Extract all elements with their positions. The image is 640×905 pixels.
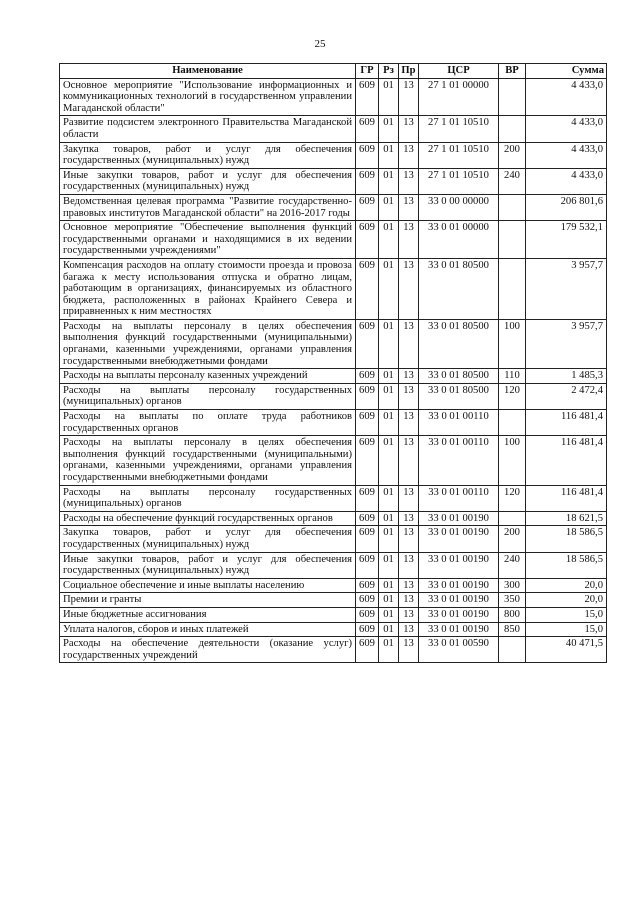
row-csr-cell: 33 0 01 80500 <box>419 369 499 384</box>
table-row <box>60 593 607 608</box>
table-row <box>60 369 607 384</box>
row-sum-cell: 18 586,5 <box>526 526 607 552</box>
row-pr-cell: 13 <box>399 319 419 368</box>
row-gr-cell: 609 <box>356 622 379 637</box>
row-pr-cell: 13 <box>399 552 419 578</box>
row-rz-cell: 01 <box>379 485 399 511</box>
row-pr-cell: 13 <box>399 511 419 526</box>
row-vr-cell: 120 <box>499 383 526 409</box>
table-row <box>60 78 607 116</box>
row-rz-cell: 01 <box>379 168 399 194</box>
row-rz-cell: 01 <box>379 593 399 608</box>
row-gr-cell: 609 <box>356 410 379 436</box>
table-row <box>60 319 607 368</box>
table-row <box>60 221 607 259</box>
table-header-row <box>60 64 607 79</box>
row-vr-cell: 800 <box>499 607 526 622</box>
row-gr-cell: 609 <box>356 526 379 552</box>
row-pr-cell: 13 <box>399 383 419 409</box>
table-row <box>60 622 607 637</box>
row-csr-cell: 33 0 01 00110 <box>419 436 499 485</box>
row-pr-cell: 13 <box>399 168 419 194</box>
row-pr-cell: 13 <box>399 221 419 259</box>
column-header-name: Наименование <box>60 64 356 79</box>
row-name-cell: Развитие подсистем электронного Правительства Магаданской области <box>60 116 356 142</box>
row-gr-cell: 609 <box>356 369 379 384</box>
row-sum-cell: 179 532,1 <box>526 221 607 259</box>
row-sum-cell: 2 472,4 <box>526 383 607 409</box>
row-rz-cell: 01 <box>379 258 399 319</box>
row-name-cell: Закупка товаров, работ и услуг для обеспечения государственных (муниципальных) нужд <box>60 142 356 168</box>
row-csr-cell: 33 0 01 80500 <box>419 383 499 409</box>
row-csr-cell: 33 0 01 80500 <box>419 319 499 368</box>
row-rz-cell: 01 <box>379 410 399 436</box>
row-vr-cell: 240 <box>499 168 526 194</box>
row-csr-cell: 33 0 01 00190 <box>419 578 499 593</box>
row-pr-cell: 13 <box>399 593 419 608</box>
column-header-pr: Пр <box>399 64 419 79</box>
table-row <box>60 436 607 485</box>
row-vr-cell <box>499 221 526 259</box>
row-sum-cell: 15,0 <box>526 607 607 622</box>
row-name-cell: Основное мероприятие "Использование информационных и коммуникационных технологий в государственном управлении Магаданской области" <box>60 78 356 116</box>
row-gr-cell: 609 <box>356 607 379 622</box>
table-row <box>60 637 607 663</box>
row-vr-cell: 100 <box>499 436 526 485</box>
row-gr-cell: 609 <box>356 593 379 608</box>
row-name-cell: Иные закупки товаров, работ и услуг для обеспечения государственных (муниципальных) нужд <box>60 552 356 578</box>
row-gr-cell: 609 <box>356 552 379 578</box>
row-pr-cell: 13 <box>399 78 419 116</box>
row-gr-cell: 609 <box>356 485 379 511</box>
row-name-cell: Расходы на обеспечение функций государственных органов <box>60 511 356 526</box>
row-csr-cell: 33 0 01 00590 <box>419 637 499 663</box>
row-gr-cell: 609 <box>356 436 379 485</box>
row-csr-cell: 33 0 01 00190 <box>419 593 499 608</box>
row-csr-cell: 27 1 01 10510 <box>419 168 499 194</box>
row-name-cell: Премии и гранты <box>60 593 356 608</box>
row-gr-cell: 609 <box>356 168 379 194</box>
row-pr-cell: 13 <box>399 142 419 168</box>
row-vr-cell: 240 <box>499 552 526 578</box>
row-name-cell: Иные закупки товаров, работ и услуг для обеспечения государственных (муниципальных) нужд <box>60 168 356 194</box>
row-vr-cell <box>499 258 526 319</box>
row-sum-cell: 4 433,0 <box>526 168 607 194</box>
row-vr-cell <box>499 78 526 116</box>
table-row <box>60 194 607 220</box>
row-name-cell: Компенсация расходов на оплату стоимости проезда и провоза багажа к месту использования отпуска и обратно лицам, работающим в организациях, финансируемых из областного бюджета, расположенных в районах Крайнего Севера и приравненных к ним местностях <box>60 258 356 319</box>
row-rz-cell: 01 <box>379 319 399 368</box>
table-row <box>60 383 607 409</box>
row-rz-cell: 01 <box>379 78 399 116</box>
row-vr-cell <box>499 116 526 142</box>
row-name-cell: Социальное обеспечение и иные выплаты населению <box>60 578 356 593</box>
row-vr-cell: 120 <box>499 485 526 511</box>
row-sum-cell: 40 471,5 <box>526 637 607 663</box>
budget-table <box>59 63 607 663</box>
row-vr-cell: 110 <box>499 369 526 384</box>
row-pr-cell: 13 <box>399 637 419 663</box>
row-sum-cell: 4 433,0 <box>526 78 607 116</box>
table-row <box>60 578 607 593</box>
row-sum-cell: 116 481,4 <box>526 485 607 511</box>
row-vr-cell: 200 <box>499 142 526 168</box>
row-gr-cell: 609 <box>356 142 379 168</box>
table-row <box>60 511 607 526</box>
row-rz-cell: 01 <box>379 221 399 259</box>
row-pr-cell: 13 <box>399 607 419 622</box>
row-name-cell: Расходы на выплаты персоналу в целях обеспечения выполнения функций государственными (муниципальными) органами, казенными учреждениями, органами управления государственными внебюджетными фондами <box>60 436 356 485</box>
row-sum-cell: 4 433,0 <box>526 142 607 168</box>
row-rz-cell: 01 <box>379 142 399 168</box>
row-name-cell: Расходы на выплаты персоналу в целях обеспечения выполнения функций государственными (муниципальными) органами, казенными учреждениями, органами управления государственными внебюджетными фондами <box>60 319 356 368</box>
row-csr-cell: 33 0 01 00190 <box>419 526 499 552</box>
row-csr-cell: 33 0 00 00000 <box>419 194 499 220</box>
row-vr-cell: 300 <box>499 578 526 593</box>
row-vr-cell: 100 <box>499 319 526 368</box>
row-gr-cell: 609 <box>356 511 379 526</box>
row-gr-cell: 609 <box>356 578 379 593</box>
row-pr-cell: 13 <box>399 622 419 637</box>
row-csr-cell: 33 0 01 00190 <box>419 607 499 622</box>
row-name-cell: Закупка товаров, работ и услуг для обеспечения государственных (муниципальных) нужд <box>60 526 356 552</box>
table-row <box>60 116 607 142</box>
row-name-cell: Расходы на выплаты персоналу казенных учреждений <box>60 369 356 384</box>
row-gr-cell: 609 <box>356 78 379 116</box>
row-sum-cell: 116 481,4 <box>526 436 607 485</box>
table-row <box>60 607 607 622</box>
row-vr-cell: 850 <box>499 622 526 637</box>
row-rz-cell: 01 <box>379 578 399 593</box>
row-csr-cell: 27 1 01 00000 <box>419 78 499 116</box>
row-name-cell: Расходы на выплаты персоналу государственных (муниципальных) органов <box>60 383 356 409</box>
row-gr-cell: 609 <box>356 221 379 259</box>
row-sum-cell: 1 485,3 <box>526 369 607 384</box>
row-name-cell: Расходы на обеспечение деятельности (оказание услуг) государственных учреждений <box>60 637 356 663</box>
row-sum-cell: 15,0 <box>526 622 607 637</box>
row-vr-cell <box>499 194 526 220</box>
row-rz-cell: 01 <box>379 369 399 384</box>
row-gr-cell: 609 <box>356 319 379 368</box>
row-name-cell: Ведомственная целевая программа "Развитие государственно-правовых институтов Магаданской области" на 2016-2017 годы <box>60 194 356 220</box>
row-pr-cell: 13 <box>399 116 419 142</box>
row-pr-cell: 13 <box>399 369 419 384</box>
row-gr-cell: 609 <box>356 194 379 220</box>
column-header-rz: Рз <box>379 64 399 79</box>
row-pr-cell: 13 <box>399 578 419 593</box>
row-csr-cell: 27 1 01 10510 <box>419 116 499 142</box>
row-vr-cell <box>499 410 526 436</box>
row-pr-cell: 13 <box>399 194 419 220</box>
row-vr-cell: 200 <box>499 526 526 552</box>
row-sum-cell: 116 481,4 <box>526 410 607 436</box>
row-rz-cell: 01 <box>379 383 399 409</box>
row-csr-cell: 33 0 01 80500 <box>419 258 499 319</box>
row-name-cell: Основное мероприятие "Обеспечение выполнения функций государственными органами и находящимися в их ведении государственными учреждениями" <box>60 221 356 259</box>
row-csr-cell: 33 0 01 00190 <box>419 552 499 578</box>
row-rz-cell: 01 <box>379 511 399 526</box>
row-rz-cell: 01 <box>379 607 399 622</box>
column-header-csr: ЦСР <box>419 64 499 79</box>
page-number: 25 <box>314 38 326 50</box>
row-rz-cell: 01 <box>379 552 399 578</box>
row-sum-cell: 18 586,5 <box>526 552 607 578</box>
row-sum-cell: 20,0 <box>526 593 607 608</box>
row-csr-cell: 33 0 01 00190 <box>419 622 499 637</box>
row-pr-cell: 13 <box>399 526 419 552</box>
row-name-cell: Иные бюджетные ассигнования <box>60 607 356 622</box>
row-csr-cell: 33 0 01 00110 <box>419 485 499 511</box>
table-row <box>60 552 607 578</box>
row-vr-cell <box>499 637 526 663</box>
row-gr-cell: 609 <box>356 258 379 319</box>
column-header-sum: Сумма <box>526 64 607 79</box>
table-row <box>60 485 607 511</box>
row-sum-cell: 18 621,5 <box>526 511 607 526</box>
row-pr-cell: 13 <box>399 258 419 319</box>
table-row <box>60 258 607 319</box>
row-gr-cell: 609 <box>356 383 379 409</box>
column-header-gr: ГР <box>356 64 379 79</box>
row-gr-cell: 609 <box>356 637 379 663</box>
row-rz-cell: 01 <box>379 436 399 485</box>
row-sum-cell: 4 433,0 <box>526 116 607 142</box>
row-sum-cell: 3 957,7 <box>526 319 607 368</box>
row-pr-cell: 13 <box>399 485 419 511</box>
row-csr-cell: 27 1 01 10510 <box>419 142 499 168</box>
row-csr-cell: 33 0 01 00190 <box>419 511 499 526</box>
row-rz-cell: 01 <box>379 194 399 220</box>
row-csr-cell: 33 0 01 00110 <box>419 410 499 436</box>
table-row <box>60 168 607 194</box>
row-name-cell: Уплата налогов, сборов и иных платежей <box>60 622 356 637</box>
row-csr-cell: 33 0 01 00000 <box>419 221 499 259</box>
column-header-vr: ВР <box>499 64 526 79</box>
row-rz-cell: 01 <box>379 526 399 552</box>
row-sum-cell: 206 801,6 <box>526 194 607 220</box>
row-name-cell: Расходы на выплаты персоналу государственных (муниципальных) органов <box>60 485 356 511</box>
row-sum-cell: 20,0 <box>526 578 607 593</box>
row-rz-cell: 01 <box>379 622 399 637</box>
table-row <box>60 142 607 168</box>
table-row <box>60 526 607 552</box>
row-pr-cell: 13 <box>399 410 419 436</box>
row-vr-cell: 350 <box>499 593 526 608</box>
row-name-cell: Расходы на выплаты по оплате труда работников государственных органов <box>60 410 356 436</box>
row-pr-cell: 13 <box>399 436 419 485</box>
row-vr-cell <box>499 511 526 526</box>
row-rz-cell: 01 <box>379 637 399 663</box>
table-row <box>60 410 607 436</box>
row-rz-cell: 01 <box>379 116 399 142</box>
row-sum-cell: 3 957,7 <box>526 258 607 319</box>
row-gr-cell: 609 <box>356 116 379 142</box>
